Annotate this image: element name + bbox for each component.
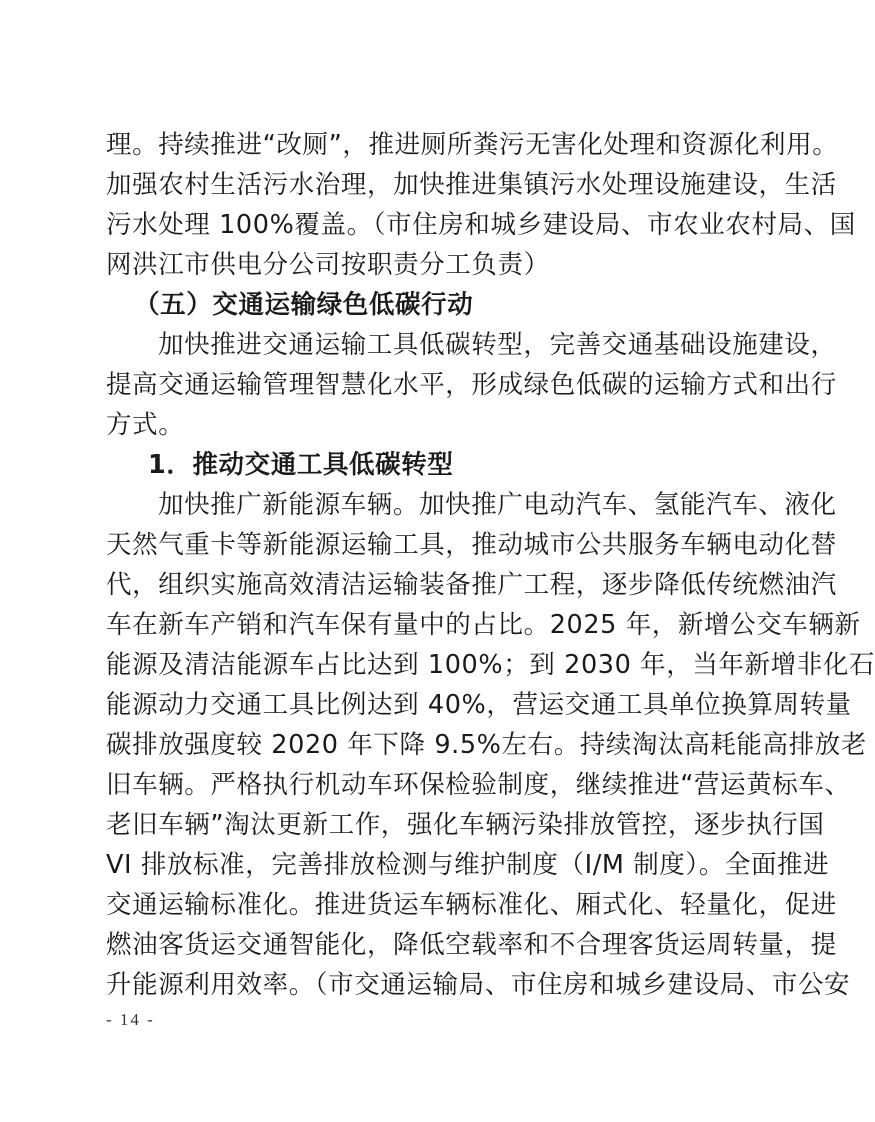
- text-line: 理。持续推进“改厕”，推进厕所粪污无害化处理和资源化利用。: [106, 130, 839, 160]
- text-line: 旧车辆。严格执行机动车环保检验制度，继续推进“营运黄标车、: [106, 770, 851, 800]
- text-line: 升能源利用效率。（市交通运输局、市住房和城乡建设局、市公安: [106, 970, 851, 1000]
- text-line: 能源及清洁能源车占比达到 100%；到 2030 年，当年新增非化石: [106, 650, 875, 680]
- document-page-body: [106, 125, 875, 1005]
- text-line: 污水处理 100%覆盖。（市住房和城乡建设局、市农业农村局、国: [106, 210, 856, 240]
- text-line: 提高交通运输管理智慧化水平，形成绿色低碳的运输方式和出行: [106, 370, 837, 400]
- text-line: 方式。: [106, 410, 185, 440]
- text-line: 加强农村生活污水治理，加快推进集镇污水处理设施建设，生活: [106, 170, 837, 200]
- text-line: 能源动力交通工具比例达到 40%，营运交通工具单位换算周转量: [106, 690, 852, 720]
- text-line: 天然气重卡等新能源运输工具，推动城市公共服务车辆电动化替: [106, 530, 837, 560]
- text-line: 车在新车产销和汽车保有量中的占比。2025 年，新增公交车辆新: [106, 610, 861, 640]
- text-line: 加快推进交通运输工具低碳转型，完善交通基础设施建设，: [158, 330, 837, 360]
- page-number: - 14 -: [106, 1010, 155, 1029]
- paragraph-vehicle-transition: [106, 485, 875, 1005]
- paragraph-transport-intro: [106, 325, 837, 445]
- text-line: 燃油客货运交通智能化，降低空载率和不合理客货运周转量，提: [106, 930, 837, 960]
- section-heading: （五）交通运输绿色低碳行动: [134, 290, 474, 320]
- text-line: 加快推广新能源车辆。加快推广电动汽车、氢能汽车、液化: [158, 490, 837, 520]
- paragraph-rural-sanitation: [106, 125, 856, 285]
- text-line: 交通运输标准化。推进货运车辆标准化、厢式化、轻量化，促进: [106, 890, 837, 920]
- subsection-heading: 1．推动交通工具低碳转型: [148, 450, 454, 480]
- text-line: 代，组织实施高效清洁运输装备推广工程，逐步降低传统燃油汽: [106, 570, 837, 600]
- text-line: VI 排放标准，完善排放检测与维护制度（I/M 制度）。全面推进: [106, 850, 830, 880]
- text-line: 碳排放强度较 2020 年下降 9.5%左右。持续淘汰高耗能高排放老: [106, 730, 867, 760]
- text-line: 网洪江市供电分公司按职责分工负责）: [106, 250, 550, 280]
- text-line: 老旧车辆”淘汰更新工作，强化车辆污染排放管控，逐步执行国: [106, 810, 825, 840]
